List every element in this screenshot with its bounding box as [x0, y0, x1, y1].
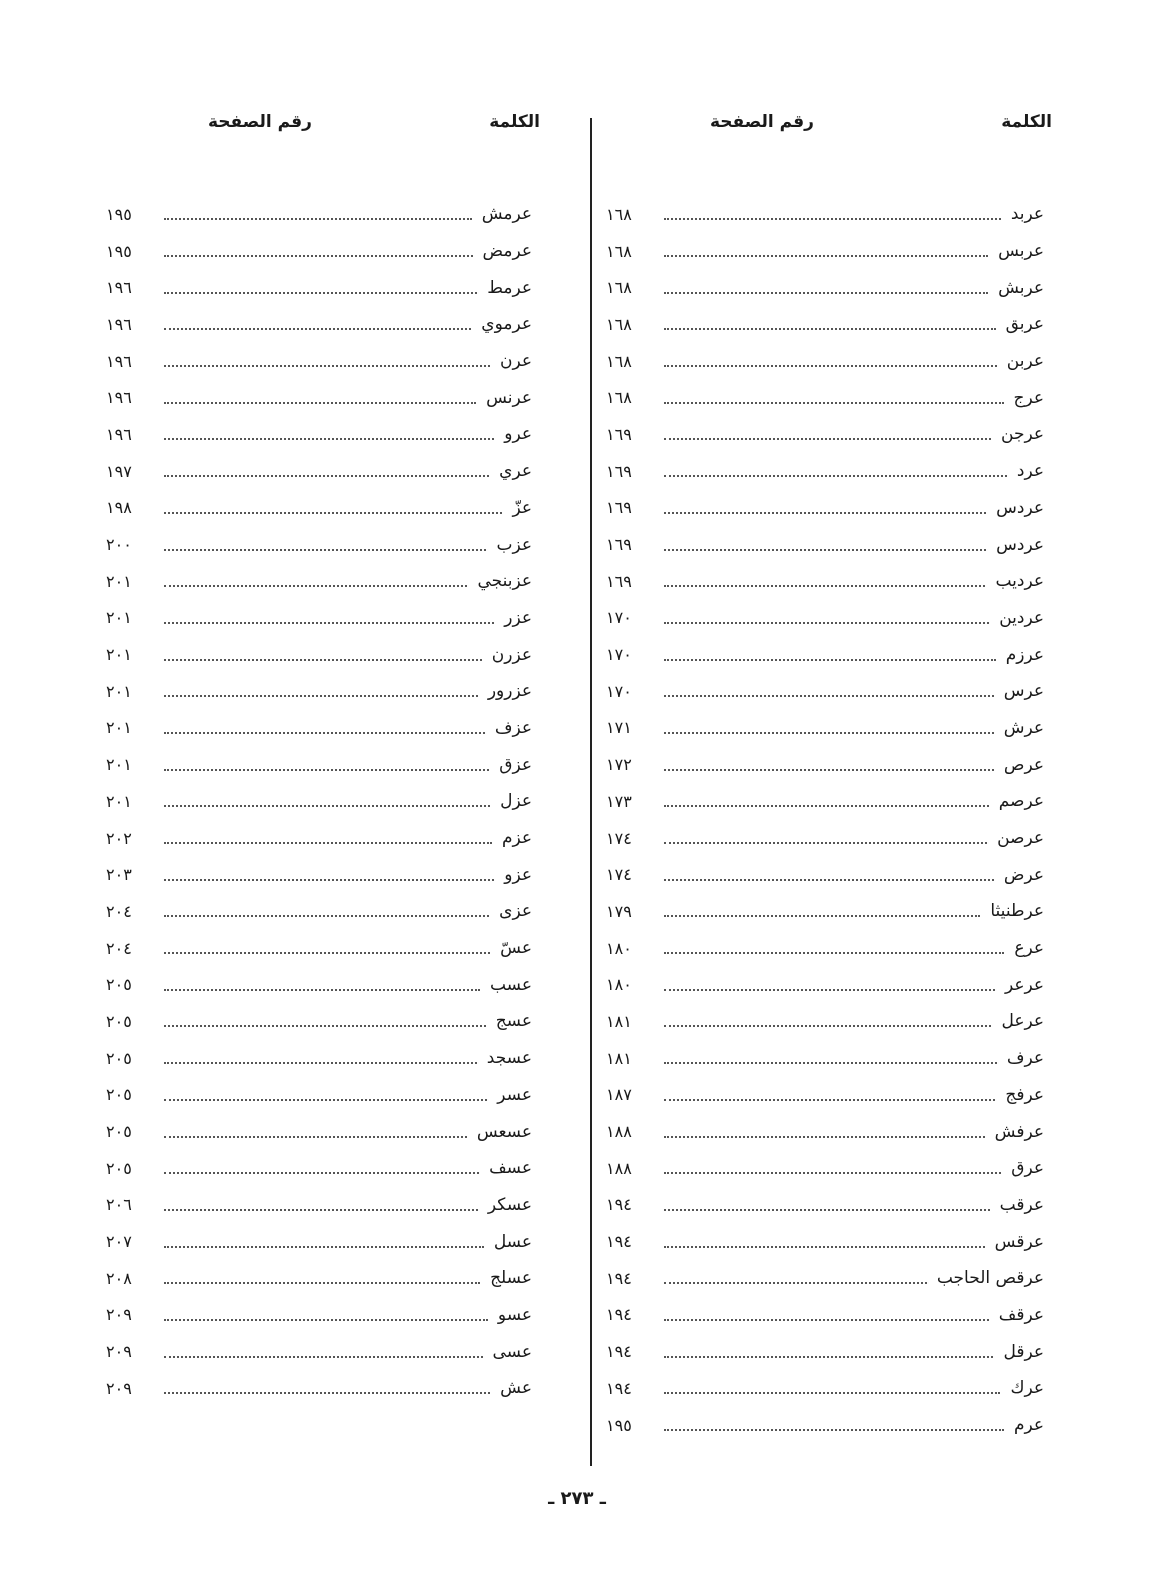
entry-word: عسف [489, 1158, 532, 1179]
entry-word: عسى [492, 1341, 532, 1362]
index-entry [100, 1297, 552, 1334]
entry-page-number: ١٩٥ [606, 1415, 632, 1435]
entry-word: عسج [495, 1011, 532, 1032]
entry-word: عرزم [1005, 644, 1044, 665]
entry-page-number: ١٩٧ [106, 461, 132, 481]
leader-dots [664, 475, 1007, 477]
entry-page-number: ١٩٦ [106, 278, 132, 298]
entry-word: عزل [500, 791, 532, 812]
leader-dots [664, 549, 986, 551]
entry-word: عسجد [486, 1048, 532, 1069]
index-entry [600, 1333, 1054, 1370]
entry-word: عرصم [998, 791, 1044, 812]
entry-page-number: ٢٠٥ [106, 1011, 132, 1031]
entry-page-number: ١٩٤ [606, 1268, 632, 1288]
entry-word: عرم [1013, 1415, 1044, 1436]
index-entry [100, 1077, 552, 1114]
entry-word: عرج [1013, 387, 1044, 408]
index-entry [100, 893, 552, 930]
entry-word: عرقس [994, 1231, 1044, 1252]
index-entry [100, 453, 552, 490]
leader-dots [664, 1392, 1000, 1394]
index-entry [100, 1113, 552, 1150]
entry-word: عرو [504, 424, 532, 445]
entry-page-number: ٢٠١ [106, 608, 132, 628]
leader-dots [164, 585, 467, 587]
entry-word: عزّ [512, 497, 532, 518]
index-entry [600, 490, 1054, 527]
index-entry [100, 269, 552, 306]
entry-word: عرقف [998, 1304, 1044, 1325]
entry-page-number: ١٨٠ [606, 975, 632, 995]
leader-dots [164, 1025, 486, 1027]
leader-dots [164, 1062, 477, 1064]
entry-word: عسّ [500, 938, 532, 959]
index-entry [600, 746, 1054, 783]
entry-word: عردس [996, 497, 1044, 518]
entry-word: عربق [1005, 314, 1044, 335]
entry-page-number: ٢٠٥ [106, 1085, 132, 1105]
leader-dots [164, 989, 480, 991]
leader-dots [664, 1429, 1004, 1431]
entry-page-number: ١٦٨ [606, 314, 632, 334]
entry-page-number: ١٦٩ [606, 571, 632, 591]
entry-page-number: ١٧٢ [606, 755, 632, 775]
entry-page-number: ٢٠٦ [106, 1195, 132, 1215]
index-entry [600, 820, 1054, 857]
entry-page-number: ١٩٦ [106, 351, 132, 371]
leader-dots [164, 475, 489, 477]
entry-word: عرف [1006, 1048, 1044, 1069]
entry-page-number: ٢٠٥ [106, 1048, 132, 1068]
index-entry [100, 1150, 552, 1187]
entry-word: عرعل [1001, 1011, 1044, 1032]
entry-page-number: ٢٠٢ [106, 828, 132, 848]
entry-page-number: ٢٠١ [106, 681, 132, 701]
index-entries-right [600, 196, 1054, 1443]
entry-page-number: ١٦٨ [606, 204, 632, 224]
entry-page-number: ١٩٨ [106, 498, 132, 518]
entry-word: عزب [496, 534, 532, 555]
entry-page-number: ٢٠٠ [106, 535, 132, 555]
entry-page-number: ١٧٠ [606, 645, 632, 665]
entry-word: عرفش [994, 1121, 1044, 1142]
index-entry [100, 783, 552, 820]
index-entry [600, 600, 1054, 637]
leader-dots [164, 915, 489, 917]
leader-dots [664, 292, 988, 294]
index-entry [100, 636, 552, 673]
entry-page-number: ٢٠٩ [106, 1378, 132, 1398]
entry-page-number: ١٦٩ [606, 535, 632, 555]
entry-page-number: ٢٠١ [106, 571, 132, 591]
header-page: رقم الصفحة [208, 112, 312, 132]
leader-dots [164, 402, 476, 404]
entry-page-number: ١٧٠ [606, 608, 632, 628]
index-entry [600, 1297, 1054, 1334]
entry-word: عربن [1006, 351, 1044, 372]
leader-dots [164, 512, 502, 514]
leader-dots [664, 1136, 985, 1138]
entry-page-number: ١٩٤ [606, 1232, 632, 1252]
leader-dots [164, 1099, 487, 1101]
index-entry [600, 710, 1054, 747]
index-entry [100, 563, 552, 600]
index-entry [100, 710, 552, 747]
entry-word: عرع [1014, 938, 1044, 959]
leader-dots [164, 1319, 488, 1321]
index-entry [600, 1370, 1054, 1407]
entry-word: عرجن [1001, 424, 1044, 445]
entry-page-number: ١٩٦ [106, 424, 132, 444]
index-entry [100, 1040, 552, 1077]
entry-page-number: ١٩٦ [106, 388, 132, 408]
header-page: رقم الصفحة [710, 112, 814, 132]
index-entry [100, 966, 552, 1003]
entry-word: عردين [999, 607, 1044, 628]
leader-dots [164, 1246, 484, 1248]
leader-dots [164, 622, 494, 624]
leader-dots [664, 1319, 989, 1321]
entry-page-number: ١٧٩ [606, 901, 632, 921]
entry-word: عرش [1003, 717, 1044, 738]
index-entry [100, 343, 552, 380]
entry-word: عسر [497, 1084, 532, 1105]
entry-word: عري [499, 461, 532, 482]
header-word: الكلمة [1001, 112, 1052, 132]
entry-page-number: ١٨٧ [606, 1085, 632, 1105]
leader-dots [164, 952, 490, 954]
entry-word: عرمش [481, 204, 532, 225]
leader-dots [664, 1099, 995, 1101]
index-entry [600, 673, 1054, 710]
leader-dots [664, 1209, 990, 1211]
index-entry [600, 563, 1054, 600]
leader-dots [164, 365, 490, 367]
entry-page-number: ١٧٤ [606, 828, 632, 848]
entry-word: عرقب [999, 1194, 1044, 1215]
index-entry [100, 1223, 552, 1260]
index-entry [100, 856, 552, 893]
index-column-right [600, 112, 1054, 1443]
entry-word: عسل [493, 1231, 532, 1252]
entry-word: عرك [1010, 1378, 1044, 1399]
index-entry [100, 820, 552, 857]
entry-word: عرنس [486, 387, 532, 408]
index-entry [100, 600, 552, 637]
entry-word: عرس [1003, 681, 1044, 702]
index-entry [100, 196, 552, 233]
index-entry [100, 490, 552, 527]
entry-word: عرص [1003, 754, 1044, 775]
entry-page-number: ٢٠٤ [106, 901, 132, 921]
leader-dots [664, 328, 996, 330]
leader-dots [664, 842, 987, 844]
index-entry [600, 343, 1054, 380]
leader-dots [664, 402, 1004, 404]
entry-page-number: ٢٠١ [106, 718, 132, 738]
index-entry [600, 379, 1054, 416]
entry-word: عزم [501, 828, 532, 849]
leader-dots [664, 255, 988, 257]
index-entry [100, 1370, 552, 1407]
leader-dots [664, 989, 995, 991]
entry-page-number: ١٧٣ [606, 791, 632, 811]
entry-page-number: ١٩٥ [106, 241, 132, 261]
entry-page-number: ١٩٦ [106, 314, 132, 334]
entry-word: عرصن [997, 828, 1044, 849]
index-entry [100, 416, 552, 453]
index-entry [100, 306, 552, 343]
index-entry [100, 233, 552, 270]
index-entry [600, 636, 1054, 673]
entry-page-number: ١٦٨ [606, 241, 632, 261]
leader-dots [164, 732, 485, 734]
entry-page-number: ١٩٤ [606, 1378, 632, 1398]
entry-word: عرمض [482, 241, 532, 262]
leader-dots [664, 915, 980, 917]
entry-page-number: ١٦٩ [606, 461, 632, 481]
entry-word: عرديب [995, 571, 1044, 592]
leader-dots [664, 585, 985, 587]
leader-dots [664, 365, 997, 367]
leader-dots [164, 1356, 483, 1358]
index-entry [600, 1187, 1054, 1224]
index-entry [600, 233, 1054, 270]
entry-page-number: ١٧١ [606, 718, 632, 738]
leader-dots [664, 1246, 985, 1248]
entry-page-number: ١٩٥ [106, 204, 132, 224]
leader-dots [664, 438, 991, 440]
leader-dots [164, 549, 486, 551]
entry-page-number: ١٩٤ [606, 1305, 632, 1325]
entry-page-number: ١٦٨ [606, 388, 632, 408]
entry-word: عرفج [1005, 1084, 1044, 1105]
leader-dots [664, 1172, 1001, 1174]
entry-page-number: ١٨١ [606, 1011, 632, 1031]
entry-word: عسلج [490, 1268, 532, 1289]
entry-word: عرن [499, 351, 532, 372]
entry-word: عزرن [491, 644, 532, 665]
index-entries-left [100, 196, 552, 1407]
index-entry [600, 893, 1054, 930]
leader-dots [164, 1172, 479, 1174]
entry-word: عرض [1003, 864, 1044, 885]
entry-page-number: ٢٠٥ [106, 1122, 132, 1142]
entry-word: عربس [998, 241, 1044, 262]
leader-dots [164, 328, 471, 330]
index-entry [600, 1150, 1054, 1187]
index-entry [600, 1077, 1054, 1114]
leader-dots [664, 695, 994, 697]
leader-dots [164, 879, 494, 881]
index-entry [100, 1003, 552, 1040]
entry-page-number: ٢٠٥ [106, 975, 132, 995]
entry-word: عزو [504, 864, 532, 885]
leader-dots [164, 1282, 480, 1284]
leader-dots [664, 622, 989, 624]
entry-page-number: ١٧٠ [606, 681, 632, 701]
leader-dots [164, 769, 489, 771]
entry-word: عزبنجي [477, 571, 532, 592]
entry-word: عرعر [1004, 974, 1044, 995]
entry-word: عرد [1016, 461, 1044, 482]
entry-page-number: ١٨٨ [606, 1122, 632, 1142]
leader-dots [664, 512, 986, 514]
index-entry [600, 1040, 1054, 1077]
entry-word: عزق [499, 754, 532, 775]
entry-page-number: ٢٠٩ [106, 1342, 132, 1362]
leader-dots [164, 218, 472, 220]
entry-word: عربد [1010, 204, 1044, 225]
index-entry [600, 453, 1054, 490]
column-divider [590, 118, 592, 1466]
entry-page-number: ٢٠١ [106, 755, 132, 775]
entry-page-number: ٢٠٨ [106, 1268, 132, 1288]
index-entry [600, 1223, 1054, 1260]
entry-page-number: ٢٠٣ [106, 865, 132, 885]
entry-page-number: ١٦٨ [606, 351, 632, 371]
index-entry [600, 269, 1054, 306]
entry-word: عزى [499, 901, 532, 922]
index-entry [600, 416, 1054, 453]
entry-word: عسو [497, 1304, 532, 1325]
entry-page-number: ١٨٠ [606, 938, 632, 958]
column-header [600, 112, 1054, 152]
entry-page-number: ١٨١ [606, 1048, 632, 1068]
entry-page-number: ٢٠٧ [106, 1232, 132, 1252]
index-entry [100, 673, 552, 710]
leader-dots [664, 1356, 993, 1358]
index-entry [100, 379, 552, 416]
entry-page-number: ١٦٨ [606, 278, 632, 298]
index-entry [100, 1260, 552, 1297]
entry-word: عرموي [481, 314, 532, 335]
index-entry [600, 783, 1054, 820]
index-entry [600, 1407, 1054, 1444]
leader-dots [164, 255, 473, 257]
entry-word: عربش [998, 277, 1044, 298]
leader-dots [664, 1282, 927, 1284]
entry-page-number: ٢٠١ [106, 645, 132, 665]
entry-page-number: ١٩٤ [606, 1195, 632, 1215]
index-entry [100, 930, 552, 967]
leader-dots [164, 805, 490, 807]
leader-dots [664, 952, 1004, 954]
leader-dots [164, 695, 478, 697]
leader-dots [664, 732, 994, 734]
index-entry [600, 856, 1054, 893]
entry-page-number: ١٦٩ [606, 424, 632, 444]
leader-dots [664, 879, 994, 881]
entry-word: عرقص الحاجب [936, 1268, 1044, 1289]
index-entry [600, 1260, 1054, 1297]
index-entry [100, 526, 552, 563]
entry-word: عش [500, 1378, 532, 1399]
entry-word: عرمط [487, 277, 532, 298]
column-header [100, 112, 552, 152]
entry-word: عزف [494, 717, 532, 738]
leader-dots [164, 1136, 467, 1138]
entry-page-number: ١٧٤ [606, 865, 632, 885]
leader-dots [164, 1392, 490, 1394]
leader-dots [164, 1209, 478, 1211]
entry-word: عزر [504, 607, 532, 628]
index-entry [100, 1187, 552, 1224]
entry-word: عرق [1011, 1158, 1044, 1179]
entry-page-number: ٢٠٥ [106, 1158, 132, 1178]
leader-dots [664, 769, 994, 771]
index-column-left [100, 112, 552, 1407]
index-entry [100, 746, 552, 783]
index-entry [600, 930, 1054, 967]
entry-page-number: ٢٠٩ [106, 1305, 132, 1325]
entry-word: عسب [489, 974, 532, 995]
entry-word: عرقل [1003, 1341, 1044, 1362]
leader-dots [164, 292, 477, 294]
index-entry [600, 306, 1054, 343]
entry-word: عسعس [476, 1121, 532, 1142]
header-word: الكلمة [489, 112, 540, 132]
page-number: ـ ٢٧٣ ـ [548, 1488, 606, 1509]
entry-page-number: ٢٠٤ [106, 938, 132, 958]
entry-page-number: ٢٠١ [106, 791, 132, 811]
entry-word: عزرور [487, 681, 532, 702]
leader-dots [164, 659, 482, 661]
index-entry [100, 1333, 552, 1370]
leader-dots [664, 1062, 997, 1064]
index-entry [600, 196, 1054, 233]
entry-page-number: ١٦٩ [606, 498, 632, 518]
index-entry [600, 1003, 1054, 1040]
index-entry [600, 966, 1054, 1003]
entry-word: عسكر [487, 1194, 532, 1215]
entry-page-number: ١٨٨ [606, 1158, 632, 1178]
entry-page-number: ١٩٤ [606, 1342, 632, 1362]
index-entry [600, 1113, 1054, 1150]
leader-dots [664, 1025, 991, 1027]
entry-word: عرطنيثا [990, 901, 1044, 922]
leader-dots [664, 218, 1001, 220]
entry-word: عردس [996, 534, 1044, 555]
leader-dots [664, 805, 989, 807]
leader-dots [164, 438, 494, 440]
index-entry [600, 526, 1054, 563]
leader-dots [664, 659, 996, 661]
leader-dots [164, 842, 492, 844]
